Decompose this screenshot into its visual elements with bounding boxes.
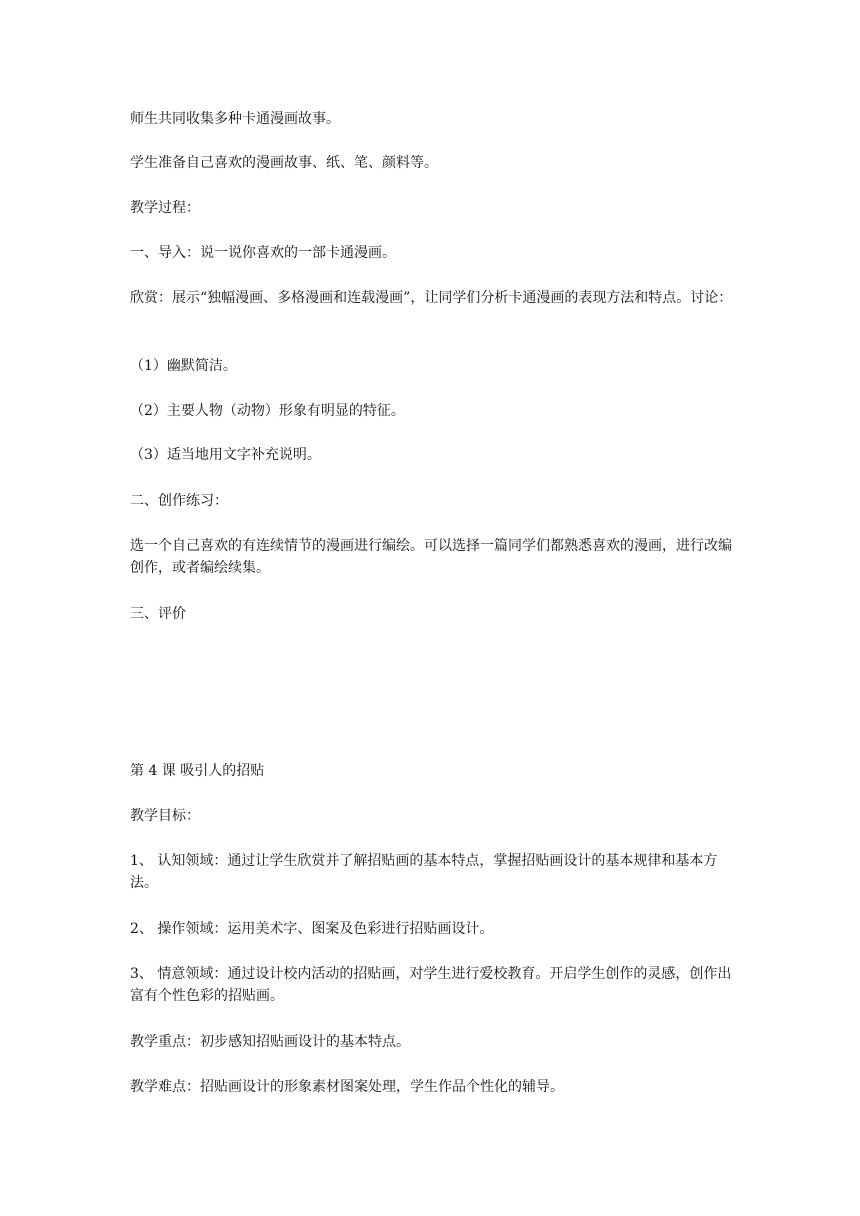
paragraph-appreciation: 欣赏：展示“独幅漫画、多格漫画和连载漫画”，让同学们分析卡通漫画的表现方法和特点。讨论：: [130, 290, 733, 306]
paragraph-introduction: 一、导入：说一说你喜欢的一部卡通漫画。: [130, 245, 396, 261]
list-item-text-supplement: （3）适当地用文字补充说明。: [130, 447, 321, 463]
paragraph-collect-comics: 师生共同收集多种卡通漫画故事。: [130, 111, 340, 127]
heading-teaching-process: 教学过程：: [130, 200, 200, 216]
list-item-humor: （1）幽默简洁。: [130, 358, 237, 374]
teaching-key-point: 教学重点：初步感知招贴画设计的基本特点。: [130, 1034, 410, 1050]
paragraph-creation-task: 选一个自己喜欢的有连续情节的漫画进行编绘。可以选择一篇同学们都熟悉喜欢的漫画，进行改编创作，或者编绘续集。: [130, 538, 732, 576]
heading-teaching-goals: 教学目标：: [130, 808, 200, 824]
goal-operational: 2、 操作领域：运用美术字、图案及色彩进行招贴画设计。: [130, 921, 494, 937]
paragraph-student-prep: 学生准备自己喜欢的漫画故事、纸、笔、颜料等。: [130, 155, 438, 171]
goal-affective: 3、 情意领域：通过设计校内活动的招贴画，对学生进行爱校教育。开启学生创作的灵感，创作出富有个性色彩的招贴画。: [130, 966, 732, 1004]
goal-cognitive: 1、 认知领域：通过让学生欣赏并了解招贴画的基本特点，掌握招贴画设计的基本规律和基本方法。: [130, 853, 718, 891]
heading-creation-practice: 二、创作练习：: [130, 493, 228, 509]
heading-evaluation: 三、评价: [130, 606, 186, 622]
lesson-title: 第 4 课 吸引人的招贴: [130, 763, 265, 779]
teaching-difficulty: 教学难点：招贴画设计的形象素材图案处理，学生作品个性化的辅导。: [130, 1079, 564, 1095]
list-item-characters: （2）主要人物（动物）形象有明显的特征。: [130, 403, 405, 419]
